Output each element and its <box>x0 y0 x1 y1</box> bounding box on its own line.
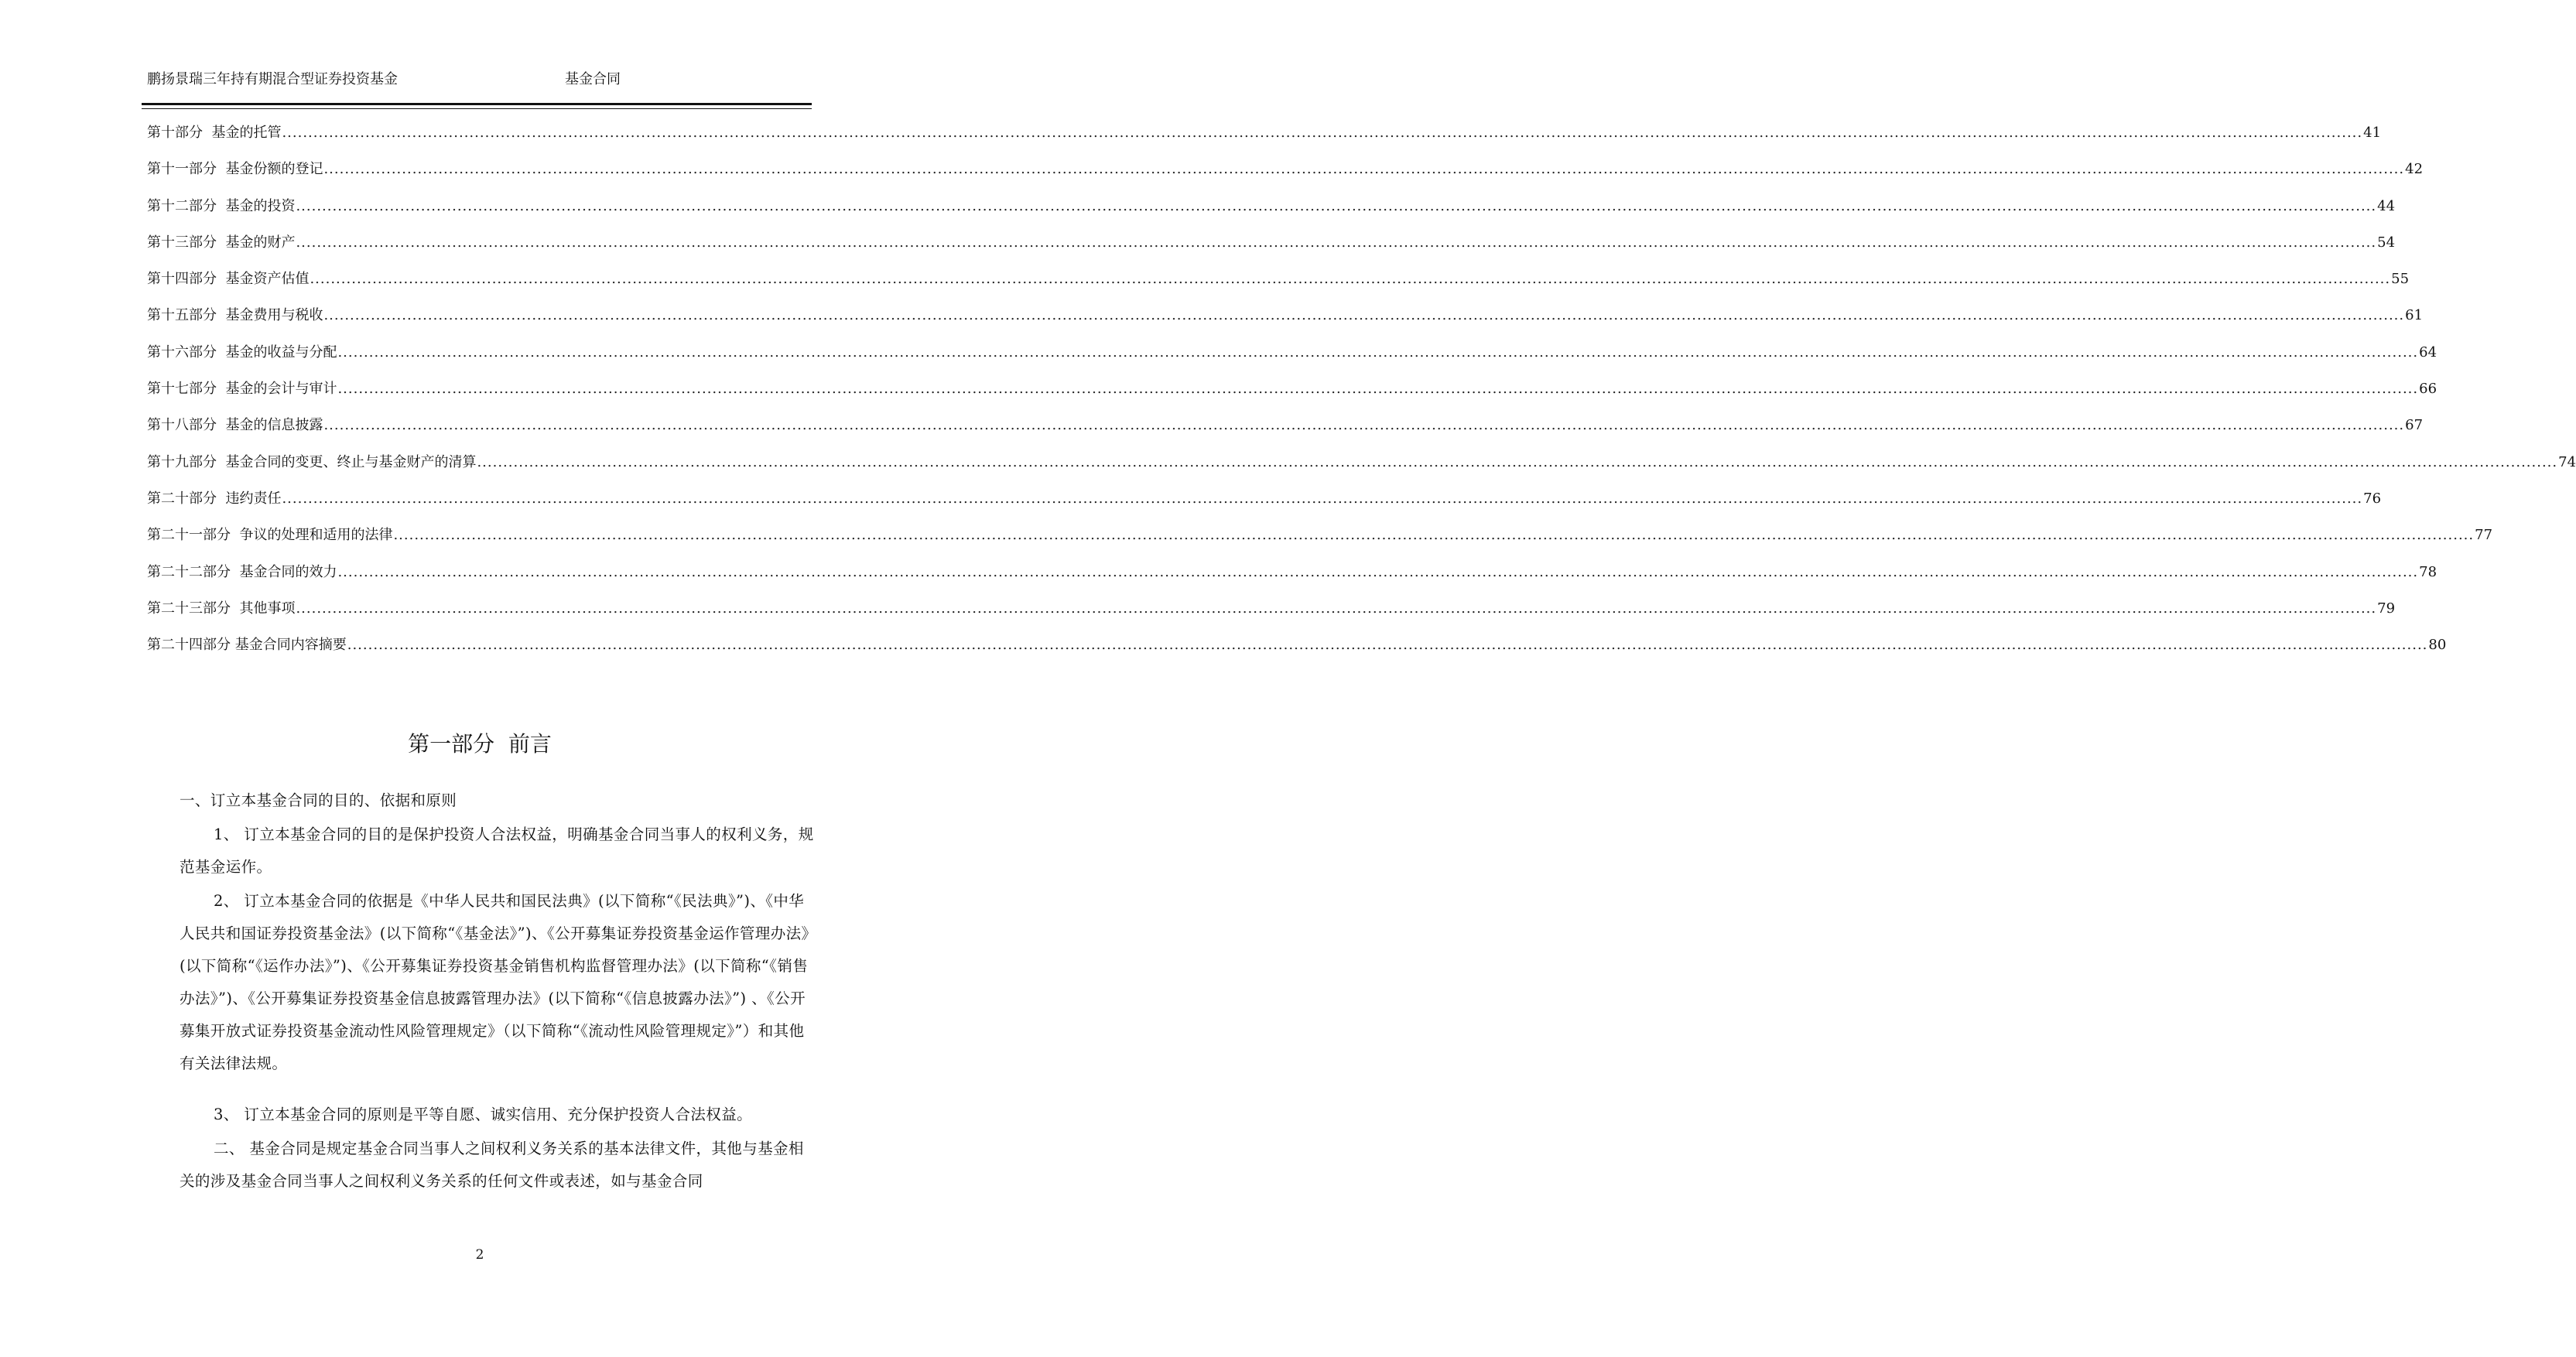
toc-leader-dots: ................................................................................................................................................................................................................................................................................................................................................................................................................ <box>337 381 2419 398</box>
page-header <box>147 68 812 91</box>
toc-entry-title: 第十四部分 基金资产估值 <box>147 271 310 288</box>
toc-leader-dots: ................................................................................................................................................................................................................................................................................................................................................................................................................ <box>323 161 2405 178</box>
toc-entry-page: 54 <box>2377 234 2396 251</box>
toc-entry-page: 42 <box>2405 161 2424 178</box>
toc-leader-dots: ................................................................................................................................................................................................................................................................................................................................................................................................................ <box>282 125 2363 141</box>
toc-leader-dots: ................................................................................................................................................................................................................................................................................................................................................................................................................ <box>296 197 2377 214</box>
toc-entry-page: 79 <box>2377 600 2396 617</box>
paragraph-basis: 2、 订立本基金合同的依据是《中华人民共和国民法典》(以下简称“《民法典》”)、《中华人民共和国证券投资基金法》(以下简称“《基金法》”)、《公开募集证券投资基金运作管理办法》(以下简称“《运作办法》”)、《公开募集证券投资基金销售机构监督管理办法》(以下简称“《销售办法》”)、《公开募集证券投资基金信息披露管理办法》(以下简称“《信息披露办法》”) 、《公开募集开放式证券投资基金流动性风险管理规定》（以下简称“《流动性风险管理规定》”）和其他有关法律法规。 <box>180 892 817 1072</box>
toc-entry-page: 66 <box>2419 381 2437 398</box>
toc-entry-title: 第十部分 基金的托管 <box>147 125 282 141</box>
toc-leader-dots: ................................................................................................................................................................................................................................................................................................................................................................................................................ <box>323 307 2405 324</box>
toc-entry-title: 第二十一部分 争议的处理和适用的法律 <box>147 527 393 544</box>
toc-entry[interactable] <box>147 231 2396 267</box>
paragraph-contract-nature: 二、 基金合同是规定基金合同当事人之间权利义务关系的基本法律文件，其他与基金相关的涉及基金合同当事人之间权利义务关系的任何文件或表述，如与基金合同 <box>180 1140 804 1190</box>
toc-entry[interactable] <box>147 413 2424 449</box>
toc-entry-page: 76 <box>2363 490 2382 507</box>
section-title: 第一部分 前言 <box>408 731 552 757</box>
toc-entry-page: 78 <box>2419 563 2437 580</box>
toc-entry[interactable] <box>147 487 2382 523</box>
page-number: 2 <box>475 1247 484 1263</box>
toc-leader-dots: ................................................................................................................................................................................................................................................................................................................................................................................................................ <box>282 490 2363 507</box>
toc-entry-page: 64 <box>2419 344 2437 361</box>
toc-entry-page: 41 <box>2363 125 2382 141</box>
toc-entry[interactable] <box>147 596 2396 633</box>
toc-entry[interactable] <box>147 377 2437 413</box>
toc-leader-dots: ................................................................................................................................................................................................................................................................................................................................................................................................................ <box>310 271 2391 288</box>
toc-entry-page: 77 <box>2475 527 2493 544</box>
toc-entry-title: 第十五部分 基金费用与税收 <box>147 307 323 324</box>
toc-entry-title: 第二十二部分 基金合同的效力 <box>147 563 337 580</box>
toc-leader-dots: ................................................................................................................................................................................................................................................................................................................................................................................................................ <box>477 453 2558 470</box>
toc-entry-title: 第十二部分 基金的投资 <box>147 197 296 214</box>
toc-entry[interactable] <box>147 303 2424 340</box>
toc-entry-page: 44 <box>2377 197 2396 214</box>
header-rule-thin <box>142 108 812 109</box>
toc-entry[interactable] <box>147 633 2447 669</box>
toc-entry-title: 第十三部分 基金的财产 <box>147 234 296 251</box>
toc-leader-dots: ................................................................................................................................................................................................................................................................................................................................................................................................................ <box>393 527 2475 544</box>
toc-entry-title: 第二十三部分 其他事项 <box>147 600 296 617</box>
toc-leader-dots: ................................................................................................................................................................................................................................................................................................................................................................................................................ <box>323 417 2405 434</box>
toc-leader-dots: ................................................................................................................................................................................................................................................................................................................................................................................................................ <box>337 563 2419 580</box>
toc-entry-title: 第十七部分 基金的会计与审计 <box>147 381 337 398</box>
toc-entry[interactable] <box>147 523 2493 559</box>
toc-entry[interactable] <box>147 157 2424 193</box>
paragraph-principles: 3、 订立本基金合同的原则是平等自愿、诚实信用、充分保护投资人合法权益。 <box>214 1106 753 1123</box>
toc-entry-page: 74 <box>2558 453 2576 470</box>
toc-entry[interactable] <box>147 194 2396 231</box>
table-of-contents <box>147 121 2576 669</box>
toc-leader-dots: ................................................................................................................................................................................................................................................................................................................................................................................................................ <box>347 637 2428 654</box>
toc-entry-title: 第二十四部分 基金合同内容摘要 <box>147 637 347 654</box>
toc-entry[interactable] <box>147 560 2437 596</box>
toc-entry[interactable] <box>147 450 2576 487</box>
toc-entry-title: 第十八部分 基金的信息披露 <box>147 417 323 434</box>
toc-entry-page: 61 <box>2405 307 2424 324</box>
header-fund-name: 鹏扬景瑞三年持有期混合型证券投资基金 <box>147 71 398 87</box>
toc-leader-dots: ................................................................................................................................................................................................................................................................................................................................................................................................................ <box>296 600 2377 617</box>
toc-leader-dots: ................................................................................................................................................................................................................................................................................................................................................................................................................ <box>337 344 2419 361</box>
toc-entry-page: 80 <box>2428 637 2447 654</box>
paragraph-purpose: 1、 订立本基金合同的目的是保护投资人合法权益，明确基金合同当事人的权利义务，规范基金运作。 <box>180 825 814 876</box>
header-rule-thick <box>142 103 812 105</box>
toc-entry-title: 第十一部分 基金份额的登记 <box>147 161 323 178</box>
toc-leader-dots: ................................................................................................................................................................................................................................................................................................................................................................................................................ <box>296 234 2377 251</box>
toc-entry[interactable] <box>147 121 2382 157</box>
toc-entry-title: 第二十部分 违约责任 <box>147 490 282 507</box>
toc-entry[interactable] <box>147 267 2410 303</box>
toc-entry-title: 第十六部分 基金的收益与分配 <box>147 344 337 361</box>
toc-entry-page: 67 <box>2405 417 2424 434</box>
header-doc-type: 基金合同 <box>565 71 621 87</box>
toc-entry[interactable] <box>147 340 2437 377</box>
toc-entry-page: 55 <box>2391 271 2410 288</box>
toc-entry-title: 第十九部分 基金合同的变更、终止与基金财产的清算 <box>147 453 477 470</box>
section-heading: 一、订立本基金合同的目的、依据和原则 <box>180 791 457 809</box>
